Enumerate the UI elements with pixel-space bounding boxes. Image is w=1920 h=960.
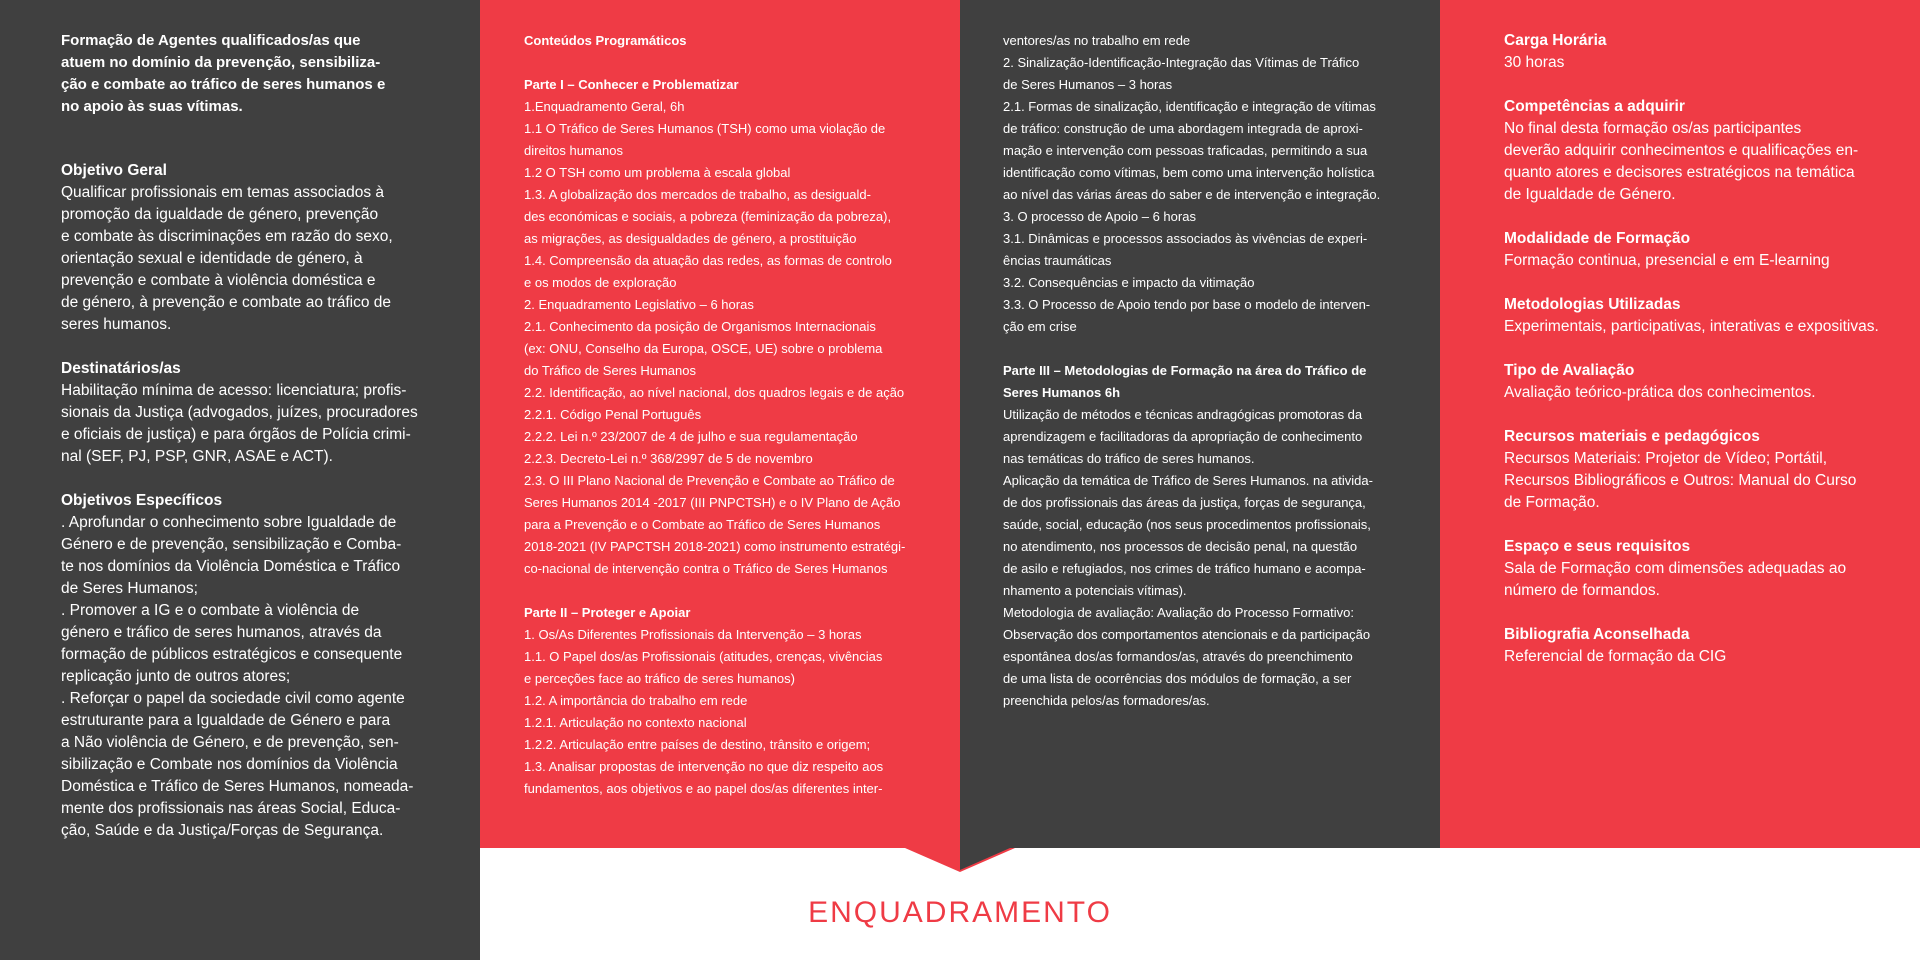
list-item: nhamento a potenciais vítimas). <box>1003 583 1187 598</box>
detail-text: Sala de Formação com dimensões adequadas ao <box>1504 560 1847 577</box>
list-item: do Tráfico de Seres Humanos <box>524 363 696 378</box>
list-item: ventores/as no trabalho em rede <box>1003 33 1191 48</box>
text-line: Género e de prevenção, sensibilização e Comba- <box>61 536 402 553</box>
detail-text: Experimentais, participativas, interativas e expositivas. <box>1504 318 1879 335</box>
list-item: nas temáticas do tráfico de seres humanos. <box>1003 451 1255 466</box>
list-item: espontânea dos/as formandos/as, através do preenchimento <box>1003 649 1353 664</box>
column-conteudos-cont <box>960 0 1440 848</box>
list-item: Metodologia de avaliação: Avaliação do Processo Formativo: <box>1003 605 1354 620</box>
lead-text <box>61 30 440 118</box>
list-item: 2.2.3. Decreto-Lei n.º 368/2997 de 5 de novembro <box>524 451 813 466</box>
text-line: de género, à prevenção e combate ao tráfico de <box>61 294 392 311</box>
parte2-heading: Parte II – Proteger e Apoiar <box>524 605 691 620</box>
lead-line: atuem no domínio da prevenção, sensibiliza- <box>61 54 381 71</box>
detail-heading: Bibliografia Aconselhada <box>1504 626 1690 643</box>
destinatarios-heading: Destinatários/as <box>61 360 181 377</box>
column-objectives <box>0 0 480 960</box>
text-line: prevenção e combate à violência doméstica e <box>61 272 376 289</box>
text-line: ção, Saúde e da Justiça/Forças de Segurança. <box>61 822 384 839</box>
list-item: no atendimento, nos processos de decisão penal, na questão <box>1003 539 1358 554</box>
detail-heading: Recursos materiais e pedagógicos <box>1504 428 1760 445</box>
list-item: 1.1. O Papel dos/as Profissionais (atitudes, crenças, vivências <box>524 649 883 664</box>
list-item: de Seres Humanos – 3 horas <box>1003 77 1173 92</box>
list-item: 2018-2021 (IV PAPCTSH 2018-2021) como instrumento estratégi- <box>524 539 906 554</box>
parte1-heading: Parte I – Conhecer e Problematizar <box>524 77 739 92</box>
list-item: Seres Humanos 2014 -2017 (III PNPCTSH) e o IV Plano de Ação <box>524 495 901 510</box>
list-item: ências traumáticas <box>1003 253 1112 268</box>
detail-text: de Igualdade de Género. <box>1504 186 1676 203</box>
list-item: Observação dos comportamentos atencionais e da participação <box>1003 627 1371 642</box>
text-line: Doméstica e Tráfico de Seres Humanos, nomeada- <box>61 778 414 795</box>
heading-line: Parte III – Metodologias de Formação na área do Tráfico de <box>1003 363 1367 378</box>
heading-line: Seres Humanos 6h <box>1003 385 1121 400</box>
list-item: identificação como vítimas, bem como uma intervenção holística <box>1003 165 1375 180</box>
list-item: Utilização de métodos e técnicas andragógicas promotoras da <box>1003 407 1363 422</box>
list-item: as migrações, as desigualdades de género, a prostituição <box>524 231 857 246</box>
list-item: de asilo e refugiados, nos crimes de tráfico humano e acompa- <box>1003 561 1366 576</box>
list-item: mação e intervenção com pessoas traficadas, permitindo a sua <box>1003 143 1368 158</box>
text-line: seres humanos. <box>61 316 172 333</box>
conteudos-heading: Conteúdos Programáticos <box>524 33 687 48</box>
text-line: te nos domínios da Violência Doméstica e Tráfico <box>61 558 401 575</box>
detail-heading: Espaço e seus requisitos <box>1504 538 1691 555</box>
text-line: mente dos profissionais nas áreas Social, Educa- <box>61 800 401 817</box>
list-item: 1.2 O TSH como um problema à escala global <box>524 165 791 180</box>
detail-text: 30 horas <box>1504 54 1565 71</box>
parte3-heading <box>1003 360 1412 404</box>
text-line: orientação sexual e identidade de género, à <box>61 250 363 267</box>
list-item: co-nacional de intervenção contra o Tráfico de Seres Humanos <box>524 561 888 576</box>
list-item: 1.2.2. Articulação entre países de destino, trânsito e origem; <box>524 737 871 752</box>
list-item: fundamentos, aos objetivos e ao papel dos/as diferentes inter- <box>524 781 883 796</box>
text-line: formação de públicos estratégicos e consequente <box>61 646 403 663</box>
text-line: e oficiais de justiça) e para órgãos de Polícia crimi- <box>61 426 411 443</box>
detail-text: Recursos Materiais: Projetor de Vídeo; Portátil, <box>1504 450 1828 467</box>
objetivos-especificos-heading: Objetivos Específicos <box>61 492 223 509</box>
list-item: 2.2.2. Lei n.º 23/2007 de 4 de julho e sua regulamentação <box>524 429 858 444</box>
text-line: Qualificar profissionais em temas associados à <box>61 184 385 201</box>
text-line: Habilitação mínima de acesso: licenciatura; profis- <box>61 382 407 399</box>
parte1-list <box>524 96 932 580</box>
objetivo-geral-text <box>61 182 440 336</box>
parte3-list <box>1003 404 1412 712</box>
list-item: 2. Sinalização-Identificação-Integração das Vítimas de Tráfico <box>1003 55 1360 70</box>
parte2-list <box>524 624 932 800</box>
section-title: ENQUADRAMENTO <box>808 896 1112 929</box>
detail-text: Formação continua, presencial e em E-learning <box>1504 252 1830 269</box>
details-sections <box>1504 30 1880 668</box>
pointer-notch-shadow <box>960 848 1010 870</box>
list-item: ao nível das várias áreas do saber e de intervenção e integração. <box>1003 187 1381 202</box>
detail-text: de Formação. <box>1504 494 1600 511</box>
list-item: (ex: ONU, Conselho da Europa, OSCE, UE) sobre o problema <box>524 341 883 356</box>
list-item: des económicas e sociais, a pobreza (feminização da pobreza), <box>524 209 892 224</box>
list-item: 1.2.1. Articulação no contexto nacional <box>524 715 747 730</box>
list-item: 1.1 O Tráfico de Seres Humanos (TSH) como uma violação de <box>524 121 886 136</box>
text-line: replicação junto de outros atores; <box>61 668 291 685</box>
detail-heading: Metodologias Utilizadas <box>1504 296 1681 313</box>
list-item: 3.2. Consequências e impacto da vitimação <box>1003 275 1255 290</box>
list-item: e perceções face ao tráfico de seres humanos) <box>524 671 795 686</box>
list-item: de uma lista de ocorrências dos módulos de formação, a ser <box>1003 671 1352 686</box>
detail-text: Recursos Bibliográficos e Outros: Manual do Curso <box>1504 472 1857 489</box>
detail-text: No final desta formação os/as participantes <box>1504 120 1802 137</box>
list-item: 1.2. A importância do trabalho em rede <box>524 693 748 708</box>
objetivo-geral-heading: Objetivo Geral <box>61 162 167 179</box>
lead-line: no apoio às suas vítimas. <box>61 98 243 115</box>
list-item: saúde, social, educação (nos seus procedimentos profissionais, <box>1003 517 1371 532</box>
list-item: 2.2. Identificação, ao nível nacional, dos quadros legais e de ação <box>524 385 905 400</box>
list-item: ção em crise <box>1003 319 1077 334</box>
text-line: género e tráfico de seres humanos, através da <box>61 624 382 641</box>
parte2-continued-list <box>1003 30 1412 338</box>
objetivos-especificos-text <box>61 512 440 842</box>
detail-text: quanto atores e decisores estratégicos na temática <box>1504 164 1855 181</box>
text-line: sionais da Justiça (advogados, juízes, procuradores <box>61 404 418 421</box>
detail-heading: Tipo de Avaliação <box>1504 362 1635 379</box>
column-conteudos <box>480 0 960 848</box>
list-item: 2.3. O III Plano Nacional de Prevenção e Combate ao Tráfico de <box>524 473 895 488</box>
list-item: 2. Enquadramento Legislativo – 6 horas <box>524 297 754 312</box>
list-item: 3.1. Dinâmicas e processos associados às vivências de experi- <box>1003 231 1368 246</box>
list-item: 1.Enquadramento Geral, 6h <box>524 99 685 114</box>
text-line: . Reforçar o papel da sociedade civil como agente <box>61 690 405 707</box>
list-item: 1.3. Analisar propostas de intervenção no que diz respeito aos <box>524 759 884 774</box>
list-item: 3.3. O Processo de Apoio tendo por base o modelo de interven- <box>1003 297 1371 312</box>
detail-text: Avaliação teórico-prática dos conhecimentos. <box>1504 384 1816 401</box>
list-item: 2.1. Conhecimento da posição de Organismos Internacionais <box>524 319 876 334</box>
list-item: 1.3. A globalização dos mercados de trabalho, as desiguald- <box>524 187 871 202</box>
list-item: direitos humanos <box>524 143 623 158</box>
text-line: . Aprofundar o conhecimento sobre Igualdade de <box>61 514 397 531</box>
text-line: . Promover a IG e o combate à violência de <box>61 602 360 619</box>
detail-text: deverão adquirir conhecimentos e qualificações en- <box>1504 142 1859 159</box>
text-line: e combate às discriminações em razão do sexo, <box>61 228 393 245</box>
list-item: preenchida pelos/as formadores/as. <box>1003 693 1210 708</box>
list-item: para a Prevenção e o Combate ao Tráfico de Seres Humanos <box>524 517 881 532</box>
detail-heading: Carga Horária <box>1504 32 1607 49</box>
text-line: nal (SEF, PJ, PSP, GNR, ASAE e ACT). <box>61 448 333 465</box>
lead-line: ção e combate ao tráfico de seres humanos e <box>61 76 386 93</box>
detail-text: número de formandos. <box>1504 582 1660 599</box>
list-item: de dos profissionais das áreas da justiça, forças de segurança, <box>1003 495 1366 510</box>
list-item: Aplicação da temática de Tráfico de Seres Humanos. na ativida- <box>1003 473 1373 488</box>
text-line: a Não violência de Género, e de prevenção, sen- <box>61 734 399 751</box>
list-item: 3. O processo de Apoio – 6 horas <box>1003 209 1196 224</box>
text-line: estruturante para a Igualdade de Género e para <box>61 712 391 729</box>
detail-heading: Competências a adquirir <box>1504 98 1685 115</box>
list-item: 2.1. Formas de sinalização, identificação e integração de vítimas <box>1003 99 1376 114</box>
text-line: sibilização e Combate nos domínios da Violência <box>61 756 398 773</box>
destinatarios-text <box>61 380 440 468</box>
list-item: 1.4. Compreensão da atuação das redes, as formas de controlo <box>524 253 892 268</box>
text-line: de Seres Humanos; <box>61 580 198 597</box>
lead-line: Formação de Agentes qualificados/as que <box>61 32 361 49</box>
column-details <box>1440 0 1920 848</box>
list-item: 1. Os/As Diferentes Profissionais da Intervenção – 3 horas <box>524 627 862 642</box>
list-item: de tráfico: construção de uma abordagem integrada de aproxi- <box>1003 121 1363 136</box>
list-item: aprendizagem e facilitadoras da apropriação de conhecimento <box>1003 429 1363 444</box>
detail-text: Referencial de formação da CIG <box>1504 648 1727 665</box>
text-line: promoção da igualdade de género, prevenção <box>61 206 379 223</box>
list-item: 2.2.1. Código Penal Português <box>524 407 702 422</box>
list-item: e os modos de exploração <box>524 275 677 290</box>
detail-heading: Modalidade de Formação <box>1504 230 1691 247</box>
